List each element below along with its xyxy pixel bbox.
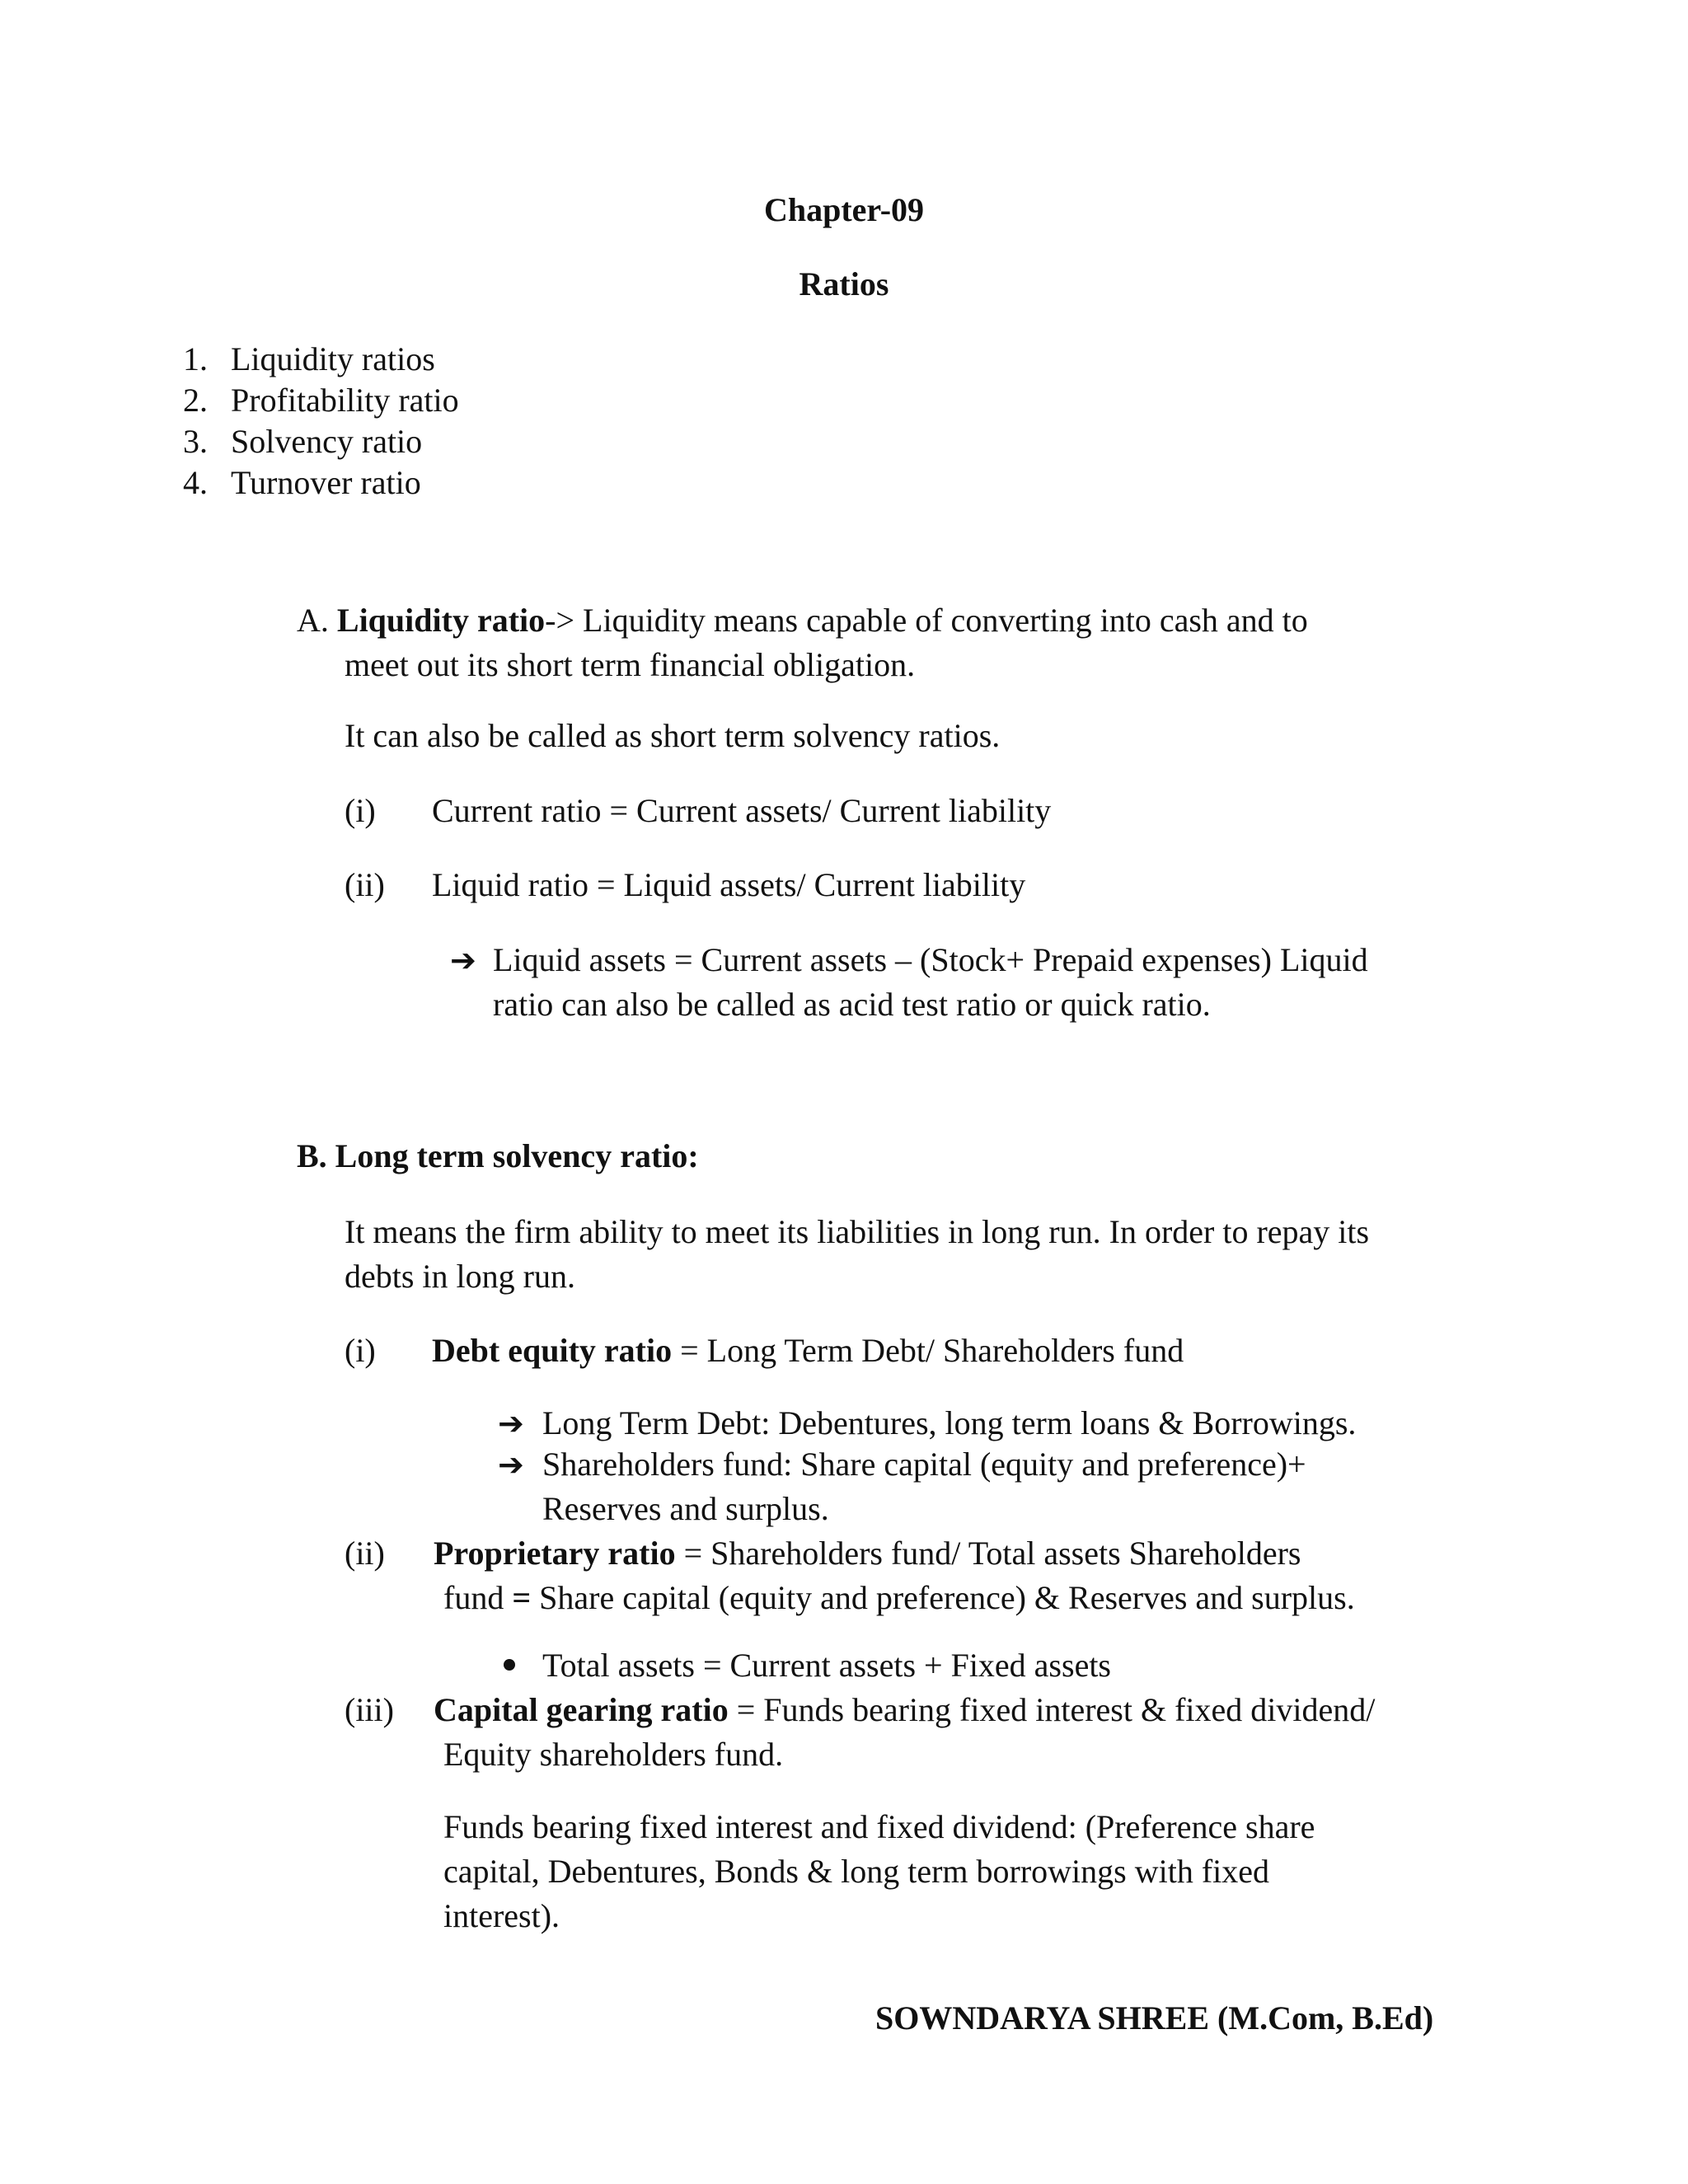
funds-note-line: capital, Debentures, Bonds & long term borrowings with fixed: [443, 1853, 1270, 1890]
funds-note-line: Funds bearing fixed interest and fixed dividend: (Preference share: [443, 1808, 1315, 1845]
arrow-note-text: Liquid assets = Current assets – (Stock+ Prepaid expenses) Liquid: [493, 941, 1368, 978]
right-arrow-icon: ➔: [498, 1446, 524, 1483]
section-a-prefix: A.: [297, 602, 329, 639]
list-item-number: 2.: [183, 382, 208, 419]
formula-definition-part: Share capital (equity and preference) & Reserves and surplus.: [531, 1579, 1355, 1616]
section-a-definition: -> Liquidity means capable of converting into cash and to: [545, 602, 1308, 639]
formula-number: (i): [345, 1332, 376, 1369]
list-item-text: Solvency ratio: [231, 423, 423, 460]
section-b-paragraph: It means the firm ability to meet its liabilities in long run. In order to repay its: [345, 1213, 1370, 1250]
formula-number: (iii): [345, 1691, 394, 1728]
arrow-note-text: Shareholders fund: Share capital (equity and preference)+: [542, 1446, 1306, 1483]
bullet-note-text: Total assets = Current assets + Fixed assets: [542, 1647, 1111, 1684]
formula-text: [434, 1688, 1375, 1732]
formula-name: Proprietary ratio: [434, 1535, 676, 1572]
section-b-paragraph-cont: debts in long run.: [345, 1258, 575, 1295]
chapter-heading: Chapter-09: [763, 191, 925, 228]
formula-number: (i): [345, 792, 376, 829]
funds-note-line: interest).: [443, 1897, 560, 1934]
right-arrow-icon: ➔: [498, 1405, 524, 1441]
formula-number: (ii): [345, 1535, 385, 1572]
section-a-heading: Liquidity ratio: [336, 602, 546, 639]
formula-number: (ii): [345, 866, 385, 903]
formula-text: Liquid ratio = Liquid assets/ Current liability: [432, 866, 1026, 903]
section-a-paragraph: It can also be called as short term solvency ratios.: [345, 717, 1001, 754]
formula-definition: = Shareholders fund/ Total assets Shareholders: [675, 1535, 1301, 1572]
formula-name: Capital gearing ratio: [434, 1691, 729, 1728]
bullet-icon: [504, 1659, 515, 1671]
list-item-text: Turnover ratio: [231, 464, 421, 501]
section-b-heading: B. Long term solvency ratio:: [297, 1137, 699, 1174]
formula-text: [434, 1531, 1301, 1576]
author-signature: SOWNDARYA SHREE (M.Com, B.Ed): [875, 1999, 1434, 2036]
section-a-heading-line: [297, 598, 1308, 643]
formula-definition-cont: Equity shareholders fund.: [443, 1736, 784, 1773]
formula-text: [432, 1329, 1184, 1373]
formula-definition: = Long Term Debt/ Shareholders fund: [672, 1332, 1184, 1369]
formula-name: Debt equity ratio: [432, 1332, 673, 1369]
arrow-note-text-cont: ratio can also be called as acid test ratio or quick ratio.: [493, 986, 1211, 1023]
list-item-number: 4.: [183, 464, 208, 501]
right-arrow-icon: ➔: [450, 942, 476, 978]
formula-definition-part: fund: [443, 1579, 513, 1616]
formula-definition: = Funds bearing fixed interest & fixed dividend/: [728, 1691, 1376, 1728]
equals-sign: =: [512, 1579, 532, 1616]
formula-text: Current ratio = Current assets/ Current liability: [432, 792, 1052, 829]
list-item-text: Liquidity ratios: [231, 340, 435, 377]
list-item-text: Profitability ratio: [231, 382, 459, 419]
section-a-definition-cont: meet out its short term financial obligation.: [345, 646, 916, 683]
list-item-number: 1.: [183, 340, 208, 377]
page-title: Ratios: [799, 265, 889, 302]
formula-definition-cont: [443, 1576, 1355, 1620]
arrow-note-text: Long Term Debt: Debentures, long term loans & Borrowings.: [542, 1404, 1357, 1441]
list-item-number: 3.: [183, 423, 208, 460]
arrow-note-text-cont: Reserves and surplus.: [542, 1490, 829, 1527]
